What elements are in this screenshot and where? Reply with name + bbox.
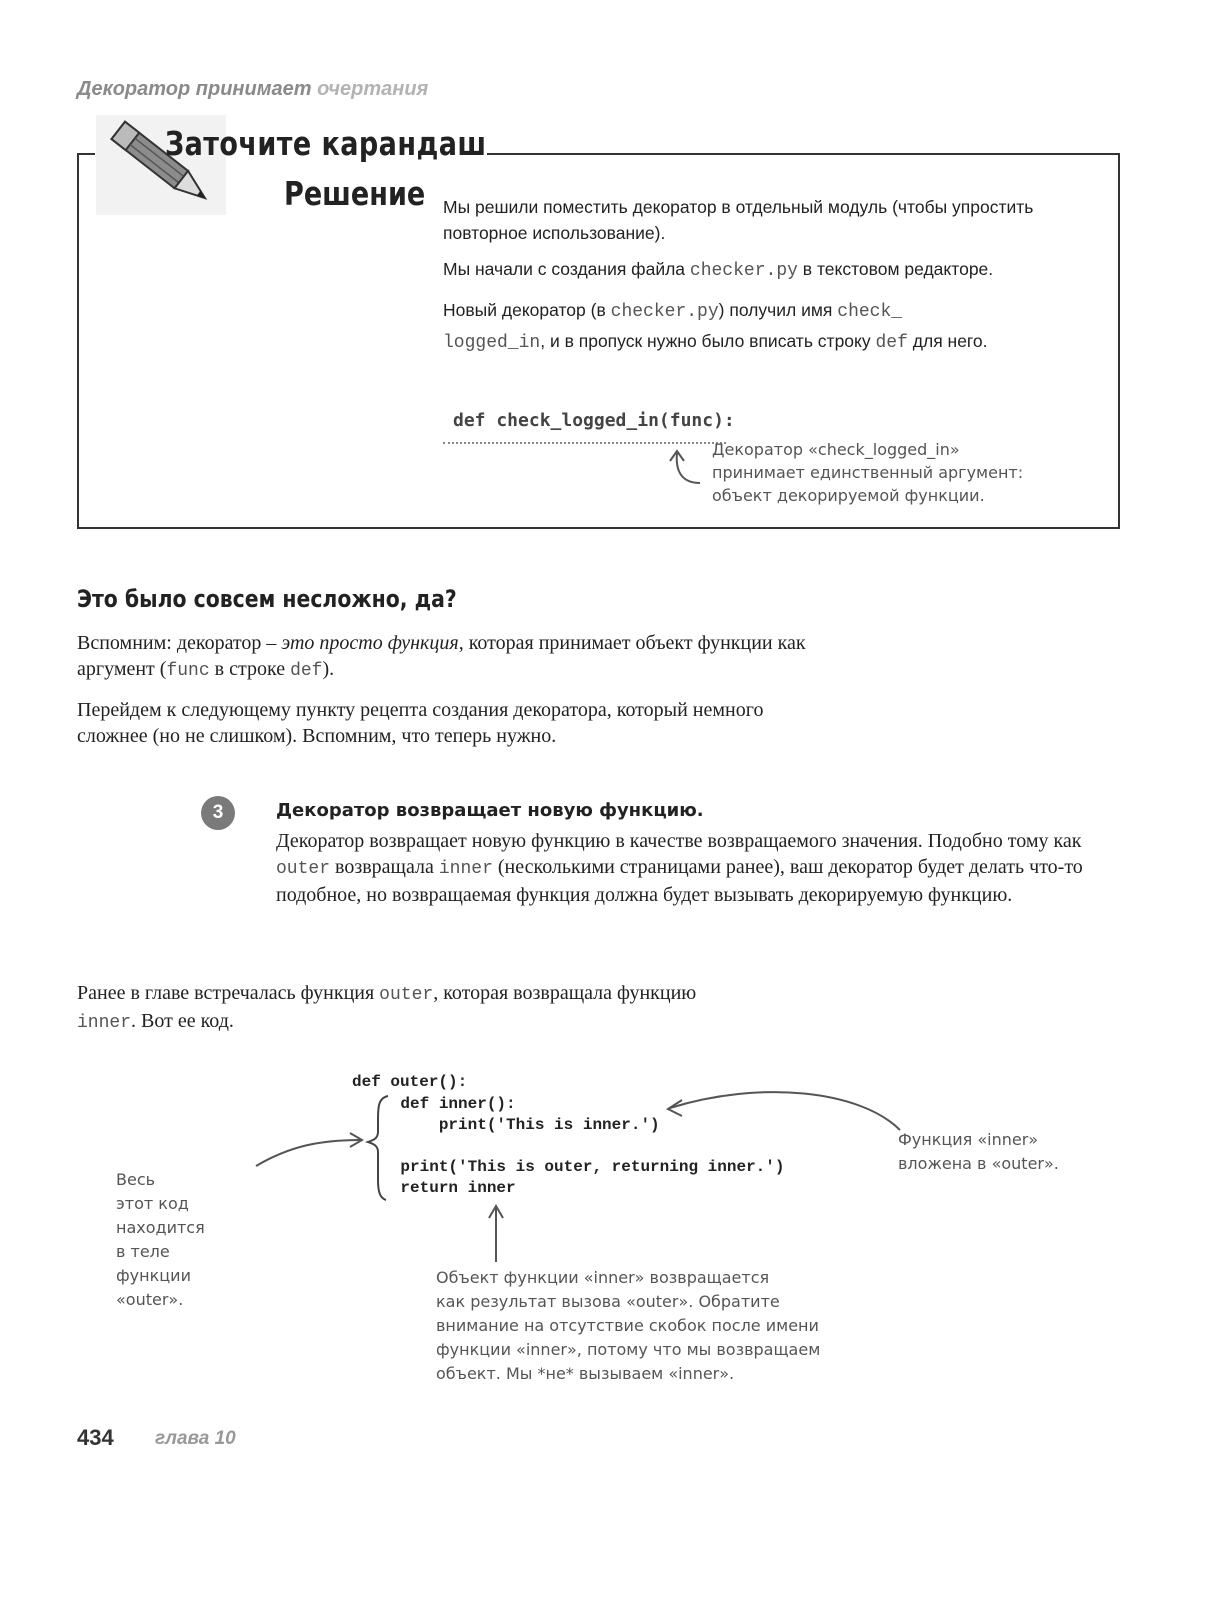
text: в строке <box>209 658 291 680</box>
text: ). <box>322 658 335 680</box>
note-line: «outer». <box>116 1290 184 1309</box>
code-inline: def <box>290 661 323 681</box>
text: (несколькими страницами ранее), ваш декоратор будет делать что-то подобное, но возвращаемая функция должна будет вызывать декорируемую функцию. <box>276 856 1083 906</box>
emphasis: это просто функция <box>281 632 459 654</box>
text: ) получил имя <box>718 300 838 320</box>
code-inline: def <box>875 333 908 353</box>
box-paragraph-2 <box>443 256 1083 284</box>
chapter-label: глава 10 <box>155 1428 236 1449</box>
note-line: функции «inner», потому что мы возвращаем <box>436 1340 821 1359</box>
note-line: объект декорируемой функции. <box>712 486 985 505</box>
header-accent: очертания <box>317 78 429 100</box>
note-line: функции <box>116 1266 191 1285</box>
text: возвращала <box>330 856 439 878</box>
header-main: Декоратор принимает <box>77 78 312 100</box>
sharpen-subtitle: Решение <box>284 174 426 213</box>
running-header <box>77 78 428 101</box>
note-line: как результат вызова «outer». Обратите <box>436 1292 780 1311</box>
annotation-arrows <box>250 1090 1110 1270</box>
step-body <box>276 828 1096 908</box>
page-number: 434 <box>77 1425 114 1450</box>
code-inline: logged_in <box>443 333 541 353</box>
section-paragraph-1 <box>77 630 837 684</box>
text: Вспомним: декоратор – <box>77 632 282 654</box>
answer-note <box>712 438 1023 507</box>
code-inline: checker.py <box>689 261 798 281</box>
text: . Вот ее код. <box>131 1010 234 1032</box>
text: , и в пропуск нужно было вписать строку <box>540 331 876 351</box>
text: Мы начали с создания файла <box>443 259 690 279</box>
answer-underline <box>443 442 726 444</box>
code-line: def inner(): <box>362 1095 516 1113</box>
text: , которая возвращала функцию <box>433 982 697 1004</box>
text: Новый декоратор (в <box>443 300 611 320</box>
step-number-badge: 3 <box>201 796 235 830</box>
code-line: print('This is inner.') <box>362 1116 660 1134</box>
code-line: print('This is outer, returning inner.') <box>362 1158 785 1176</box>
note-right <box>898 1128 1059 1176</box>
note-line: Весь <box>116 1170 156 1189</box>
note-bottom <box>436 1266 820 1386</box>
note-line: объект. Мы *не* вызываем «inner». <box>436 1364 735 1383</box>
code-inline: inner <box>77 1013 132 1033</box>
note-line: принимает единственный аргумент: <box>712 463 1024 482</box>
note-line: вложена в «outer». <box>898 1154 1059 1173</box>
text: , которая принимает объект функции как аргумент ( <box>77 632 806 680</box>
code-inline: check_ <box>837 302 903 322</box>
note-line: Объект функции «inner» возвращается <box>436 1268 770 1287</box>
text: для него. <box>907 331 988 351</box>
note-line: находится <box>116 1218 205 1237</box>
arrow-icon <box>660 445 720 490</box>
note-line: этот код <box>116 1194 189 1213</box>
note-line: Декоратор «check_logged_in» <box>712 440 960 459</box>
earlier-paragraph <box>77 980 757 1036</box>
note-line: Функция «inner» <box>898 1130 1039 1149</box>
note-left <box>116 1168 205 1312</box>
step-title: Декоратор возвращает новую функцию. <box>276 800 704 821</box>
code-inline: func <box>166 661 210 681</box>
note-line: внимание на отсутствие скобок после имени <box>436 1316 819 1335</box>
text: Ранее в главе встречалась функция <box>77 982 380 1004</box>
code-inline: outer <box>276 859 331 879</box>
section-paragraph-2: Перейдем к следующему пункту рецепта создания декоратора, который немного сложнее (но не слишком). Вспомним, что теперь нужно. <box>77 699 764 747</box>
answer-line: def check_logged_in(func): <box>453 410 735 431</box>
sharpen-title: Заточите карандаш <box>165 124 487 163</box>
code-line: return inner <box>362 1179 516 1197</box>
code-inline: inner <box>438 859 493 879</box>
text: в текстовом редакторе. <box>797 259 994 279</box>
code-inline: outer <box>379 985 434 1005</box>
note-line: в теле <box>116 1242 170 1261</box>
code-line: def outer(): <box>352 1073 468 1091</box>
box-paragraph-3 <box>443 296 1093 358</box>
text: Декоратор возвращает новую функцию в качестве возвращаемого значения. Подобно тому как <box>276 830 1082 852</box>
box-paragraph-1: Мы решили поместить декоратор в отдельный модуль (чтобы упростить повторное использование). <box>443 197 1034 243</box>
code-inline: checker.py <box>610 302 719 322</box>
section-heading: Это было совсем несложно, да? <box>77 585 457 613</box>
